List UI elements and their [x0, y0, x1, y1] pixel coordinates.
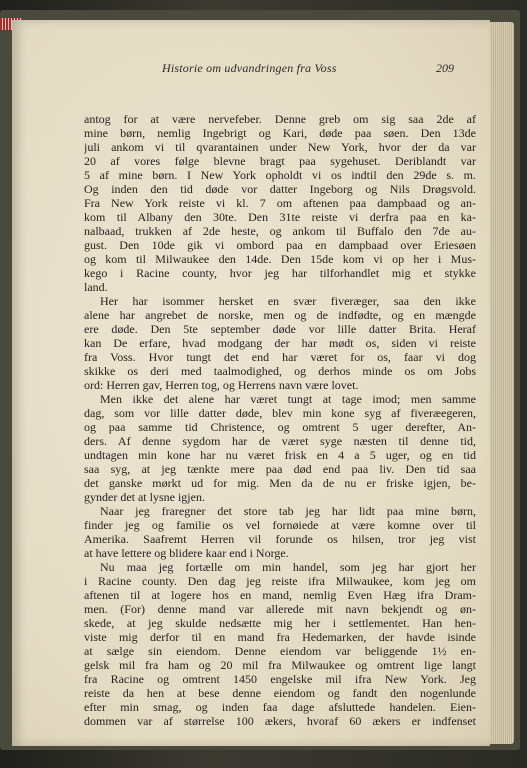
- running-title: Historie om udvandringen fra Voss: [162, 61, 337, 75]
- page-number: 209: [436, 61, 454, 75]
- text-line: Amerika. Saafremt Herren vil forunde os hilsen, tror jeg vist: [84, 532, 476, 546]
- text-line: men. (For) denne mand var allerede mit navn bekjendt og øn-: [84, 602, 476, 616]
- text-line: kan De erfare, hvad modgang der har mødt os, siden vi reiste: [84, 336, 476, 350]
- text-line: antog for at være nervefeber. Denne greb om sig saa 2de af: [84, 112, 476, 126]
- text-line: 20 af vores følge blevne bragt paa sygehuset. Deriblandt var: [84, 154, 476, 168]
- text-line: mine børn, nemlig Ingebrigt og Kari, døde paa søen. Den 13de: [84, 126, 476, 140]
- text-line: kego i Racine county, hvor jeg har tilforhandlet mig et stykke: [84, 266, 476, 280]
- text-line: dommen var af størrelse 100 ækers, hvoraf 60 ækers er indfenset: [84, 714, 476, 728]
- text-line: Her har isommer hersket en svær fiveræger, saa den ikke: [100, 294, 476, 308]
- text-line: Naar jeg fraregner det store tab jeg har lidt paa mine børn,: [100, 504, 476, 518]
- text-line: skede, at jeg skulde nedsætte mig her i settlementet. Han hen-: [84, 616, 476, 630]
- text-line: ord: Herren gav, Herren tog, og Herrens navn være lovet.: [84, 378, 359, 392]
- paragraph: [84, 112, 476, 294]
- text-line: aftenen til at logere hos en mand, nemlig Even Hæg ifra Dram-: [84, 588, 476, 602]
- text-line: undtagen min kone har nu været frisk en 4 a 5 uger, og en tid: [84, 448, 476, 462]
- text-line: Fra New York reiste vi kl. 7 om aftenen paa dampbaad og an-: [84, 196, 476, 210]
- text-line: efter min smag, og inden faa dage afsluttede handelen. Eien-: [84, 700, 476, 714]
- paragraph: [84, 504, 476, 560]
- text-line: fra Voss. Hvor tungt det end har været for os, faar vi dog: [84, 350, 476, 364]
- text-line: alene har angrebet de norske, men og de indfødte, og en mængde: [84, 308, 476, 322]
- text-line: gelsk mil fra ham og 20 mil fra Milwaukee og omtrent lige langt: [84, 658, 476, 672]
- text-line: ders. Af denne sygdom har de været syge næsten til denne tid,: [84, 434, 476, 448]
- text-line: dag, som vor lille datter døde, blev min kone syg af fiveræegeren,: [84, 406, 476, 420]
- text-line: og paa samme tid Christence, og omtrent 5 uger derefter, An-: [84, 420, 476, 434]
- body-text: [84, 112, 476, 728]
- text-line: at sælge sin eiendom. Denne eiendom var beliggende 1½ en-: [84, 644, 476, 658]
- text-line: gynder det at lysne igjen.: [84, 490, 205, 504]
- text-line: og kom til Milwaukee den 14de. Den 15de kom vi op her i Mus-: [84, 252, 476, 266]
- text-line: saa syg, at jeg tænkte mere paa død end paa liv. Den tid saa: [84, 462, 476, 476]
- text-line: land.: [84, 280, 108, 294]
- text-line: Men ikke det alene har været tungt at tage imod; men samme: [100, 392, 476, 406]
- text-line: skikke os deri med taalmodighed, og derhos minde os om Jobs: [84, 364, 476, 378]
- running-header: [92, 59, 482, 79]
- text-line: gust. Den 10de gik vi ombord paa en dampbaad over Eriesøen: [84, 238, 476, 252]
- text-line: viste mig derfor til en mand fra Hedemarken, der havde isinde: [84, 630, 476, 644]
- text-line: nalbaad, trukken af 2de heste, og ankom til Buffalo den 7de au-: [84, 224, 476, 238]
- paragraph: [84, 294, 476, 392]
- text-line: Og inden den tid døde vor datter Ingeborg og Nils Drøgsvold.: [84, 182, 476, 196]
- paragraph: [84, 560, 476, 728]
- text-line: i Racine county. Den dag jeg reiste ifra Milwaukee, kom jeg om: [84, 574, 476, 588]
- page-edges: [486, 22, 514, 744]
- text-line: 5 af mine børn. I New York opholdt vi os indtil den 29de s. m.: [84, 168, 476, 182]
- text-line: Nu maa jeg fortælle om min handel, som jeg har gjort her: [100, 560, 476, 574]
- paragraph: [84, 392, 476, 504]
- text-line: fra Racine og omtrent 1450 engelske mil ifra New York. Jeg: [84, 672, 476, 686]
- text-line: ere døde. Den 5te september døde vor lille datter Brita. Heraf: [84, 322, 476, 336]
- text-line: juli ankom vi til qvarantainen under New York, hvor der da var: [84, 140, 476, 154]
- text-line: finder jeg og familie os vel fornøiede at være komne over til: [84, 518, 476, 532]
- text-line: at have lettere og blidere kaar end i Norge.: [84, 546, 289, 560]
- text-line: kom til Albany den 30te. Den 31te reiste vi derfra paa en ka-: [84, 210, 476, 224]
- text-line: det ganske mørkt ud for mig. Men da de nu er friske igjen, be-: [84, 476, 476, 490]
- text-line: reiste da hen at bese denne eiendom og fandt den nogenlunde: [84, 686, 476, 700]
